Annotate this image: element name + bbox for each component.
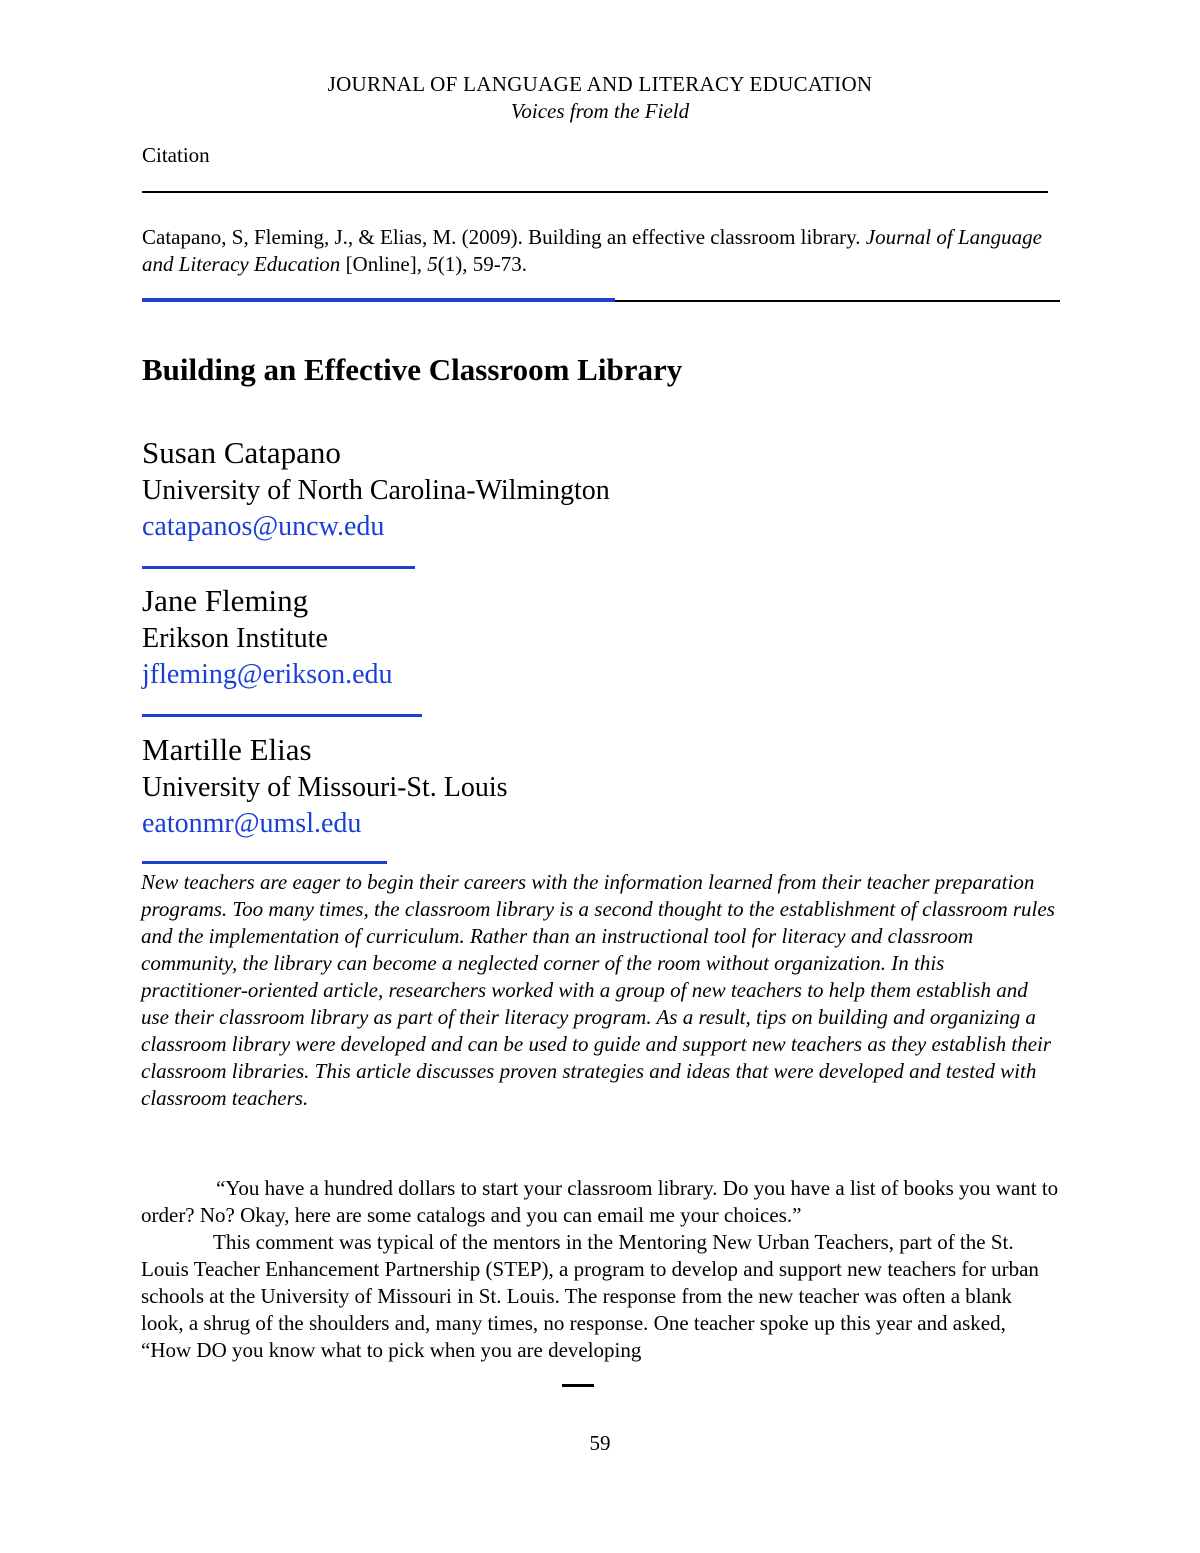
author-affiliation-1: University of North Carolina-Wilmington [142, 475, 610, 506]
citation-online: [Online], [345, 252, 422, 276]
citation-volume: 5 [427, 252, 438, 276]
citation-journal: Journal of Language and Literacy Education [142, 225, 1042, 276]
citation-text [142, 224, 1062, 278]
footer-dash [562, 1384, 594, 1387]
citation-bottom-rule [615, 300, 1060, 302]
article-title: Building an Effective Classroom Library [142, 352, 683, 387]
author-name-3: Martille Elias [142, 732, 312, 767]
author-email-link-1[interactable]: catapanos@uncw.edu [142, 511, 385, 542]
abstract: New teachers are eager to begin their careers with the information learned from their teacher preparation programs. Too many times, the classroom library is a second thought to the establishment of classroom rules and the implementation of curriculum. Rather than an instructional tool for literacy and classroom community, the library can become a neglected corner of the room without organization. In this practitioner-oriented article, researchers worked with a group of new teachers to help them establish and use their classroom library as part of their literacy program. As a result, tips on building and organizing a classroom library were developed and can be used to guide and support new teachers as they establish their classroom libraries. This article discusses proven strategies and ideas that were developed and tested with classroom teachers. [141, 870, 1055, 1110]
author-name-2: Jane Fleming [142, 583, 309, 618]
author-affiliation-3: University of Missouri-St. Louis [142, 772, 508, 803]
author-name-1: Susan Catapano [142, 435, 341, 470]
page-number: 59 [589, 1431, 611, 1455]
citation-authors-title: Catapano, S, Fleming, J., & Elias, M. (2009). Building an effective classroom library. [142, 225, 861, 249]
author-email-link-2[interactable]: jfleming@erikson.edu [142, 659, 393, 690]
body-paragraph-2: This comment was typical of the mentors in the Mentoring New Urban Teachers, part of the St. Louis Teacher Enhancement Partnership (STEP), a program to develop and support new teachers for urban schools at the University of Missouri in St. Louis. The response from the new teacher was often a blank look, a shrug of the shoulders and, many times, no response. One teacher spoke up this year and asked, “How DO you know what to pick when you are developing [141, 1230, 1039, 1362]
author-divider-3 [142, 861, 387, 864]
citation-label: Citation [142, 143, 210, 167]
author-email-link-3[interactable]: eatonmr@umsl.edu [142, 808, 362, 839]
citation-issue-pages: (1), 59-73. [437, 252, 527, 276]
journal-section: Voices from the Field [510, 99, 690, 123]
body-text [141, 1175, 1059, 1364]
body-paragraph-1: “You have a hundred dollars to start your classroom library. Do you have a list of books you want to order? No? Okay, here are some catalogs and you can email me your choices.” [141, 1176, 1059, 1227]
citation-top-rule [142, 191, 1048, 193]
journal-name: JOURNAL OF LANGUAGE AND LITERACY EDUCATION [327, 72, 873, 96]
author-affiliation-2: Erikson Institute [142, 623, 328, 654]
author-divider-2 [142, 714, 422, 717]
citation-blue-rule [142, 298, 615, 302]
author-divider-1 [142, 566, 415, 569]
